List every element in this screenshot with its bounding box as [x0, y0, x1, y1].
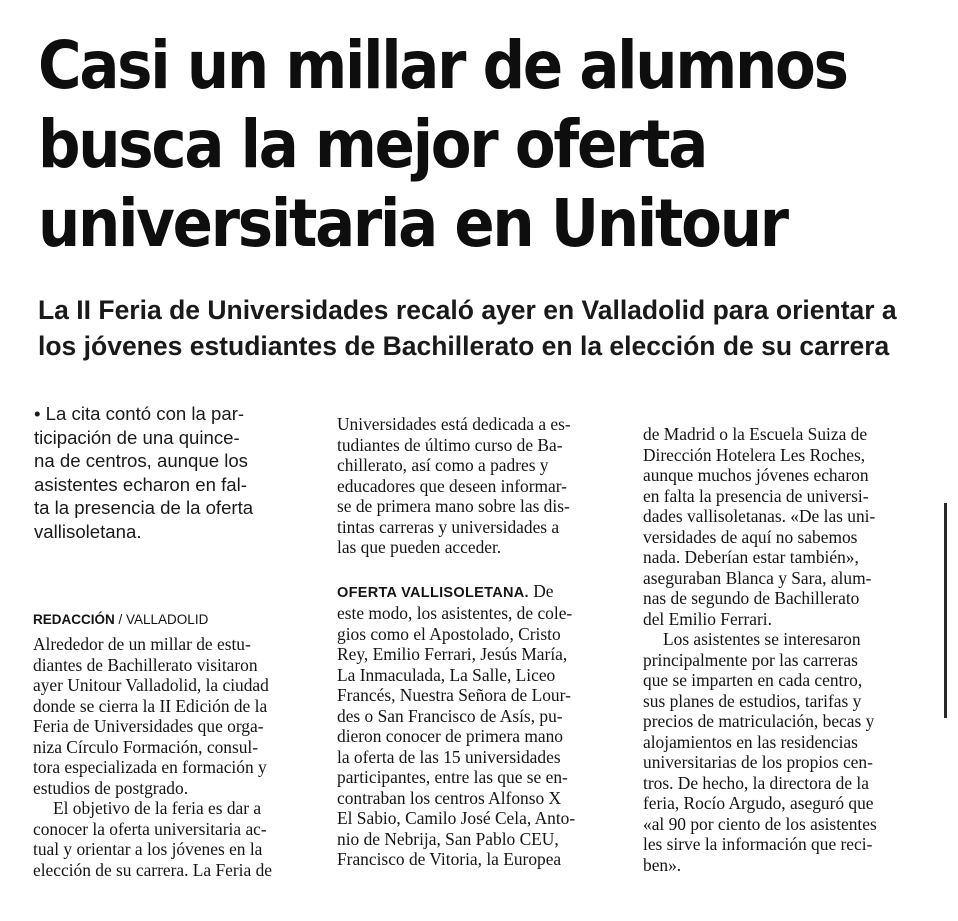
- text-line: que se imparten en cada centro,: [643, 670, 863, 690]
- text-line: Rey, Emilio Ferrari, Jesús María,: [337, 644, 568, 664]
- lead-summary: [34, 402, 324, 543]
- text-line: contraban los centros Alfonso X: [337, 787, 562, 808]
- headline-line: Casi un millar de alumnos: [38, 27, 847, 104]
- page-edge-mark: [944, 503, 947, 718]
- section-head: OFERTA VALLISOLETANA.: [337, 584, 529, 601]
- text-line: este modo, los asistentes, de cole-: [337, 603, 573, 623]
- lead-line: asistentes echaron en fal-: [34, 473, 247, 495]
- text-line: tual y orientar a los jóvenes en la: [33, 839, 263, 859]
- text-line: nada. Deberían estar también»,: [643, 547, 859, 567]
- text-line: Los asistentes se interesaron: [663, 629, 861, 649]
- text-line: participantes, entre las que se en-: [337, 767, 568, 787]
- text-line: Dirección Hotelera Les Roches,: [643, 444, 866, 465]
- headline-line: universitaria en Unitour: [38, 185, 787, 262]
- text-line: del Emilio Ferrari.: [643, 608, 772, 629]
- headline-line: busca la mejor oferta: [38, 106, 707, 183]
- subtitle-line: La II Feria de Universidades recaló ayer en Valladolid para orientar a: [38, 295, 897, 325]
- text-line: La Inmaculada, La Salle, Liceo: [337, 664, 556, 685]
- text-line: dieron conocer de primera mano: [337, 726, 563, 746]
- lead-line: ta la presencia de la oferta: [34, 497, 254, 518]
- text-line: alojamientos en las residencias: [643, 731, 858, 752]
- text-line: gios como el Apostolado, Cristo: [337, 623, 561, 644]
- subtitle-line: los jóvenes estudiantes de Bachillerato en la elección de su carrera: [38, 331, 890, 361]
- text-line: versidades de aquí no sabemos: [643, 526, 858, 547]
- text-line: elección de su carrera. La Feria de: [33, 859, 272, 880]
- article-column-1: [33, 634, 313, 880]
- lead-line: vallisoletana.: [34, 520, 142, 542]
- text-line: educadores que deseen informar-: [337, 475, 567, 496]
- text-line: les sirve la información que reci-: [643, 834, 873, 854]
- text-fragment: De: [528, 580, 554, 601]
- text-line: diantes de Bachillerato visitaron: [33, 654, 258, 675]
- text-line: Universidades está dedicada a es-: [337, 414, 571, 434]
- text-line: El objetivo de la feria es dar a: [53, 798, 262, 818]
- text-line: se de primera mano sobre las dis-: [337, 496, 570, 516]
- text-line: des o San Francisco de Asís, pu-: [337, 705, 563, 726]
- text-line: tros. De hecho, la directora de la: [643, 772, 869, 793]
- byline: [33, 612, 208, 628]
- text-line: conocer la oferta universitaria ac-: [33, 818, 267, 839]
- article-column-2: [337, 414, 622, 870]
- text-line: tintas carreras y universidades a: [337, 516, 560, 537]
- subtitle: [38, 292, 938, 364]
- lead-line: ticipación de una quince-: [34, 426, 240, 448]
- text-line: nio de Nebrija, San Pablo CEU,: [337, 828, 559, 849]
- text-line: estudios de postgrado.: [33, 777, 189, 798]
- text-line: Feria de Universidades que orga-: [33, 716, 264, 736]
- byline-separator: /: [114, 612, 127, 627]
- text-line: nas de segundo de Bachillerato: [643, 588, 860, 608]
- text-line: niza Círculo Formación, consul-: [33, 736, 259, 757]
- text-line: Alrededor de un millar de estu-: [33, 634, 251, 654]
- text-line: precios de matriculación, becas y: [643, 711, 875, 731]
- text-line: tudiantes de último curso de Ba-: [337, 434, 563, 455]
- text-line: «al 90 por ciento de los asistentes: [643, 813, 877, 834]
- text-line: tora especializada en formación y: [33, 757, 267, 777]
- text-line: ben».: [643, 854, 682, 875]
- text-line: aseguraban Blanca y Sara, alum-: [643, 567, 872, 588]
- article-column-3: [643, 424, 933, 875]
- text-line: Francés, Nuestra Señora de Lour-: [337, 685, 571, 705]
- text-line: dades vallisoletanas. «De las uni-: [643, 506, 876, 526]
- headline: [38, 26, 848, 263]
- text-line: las que pueden acceder.: [337, 537, 502, 557]
- byline-author: REDACCIÓN: [33, 612, 115, 627]
- text-line: de Madrid o la Escuela Suiza de: [643, 424, 868, 444]
- text-line: Francisco de Vitoria, la Europea: [337, 849, 562, 869]
- text-line: feria, Rocío Argudo, aseguró que: [643, 793, 874, 813]
- text-line: donde se cierra la II Edición de la: [33, 695, 268, 716]
- text-line: chillerato, así como a padres y: [337, 455, 549, 475]
- text-line: ayer Unitour Valladolid, la ciudad: [33, 675, 269, 695]
- byline-location: VALLADOLID: [126, 612, 209, 627]
- text-line: principalmente por las carreras: [643, 649, 858, 670]
- text-line: la oferta de las 15 universidades: [337, 746, 561, 767]
- section-head-line: [337, 581, 622, 604]
- lead-line: na de centros, aunque los: [34, 450, 248, 471]
- text-line: universitarias de los propios cen-: [643, 752, 873, 772]
- text-line: El Sabio, Camilo José Cela, Anto-: [337, 808, 576, 828]
- lead-line: • La cita contó con la par-: [34, 403, 245, 424]
- text-line: aunque muchos jóvenes echaron: [643, 465, 869, 485]
- text-line: en falta la presencia de universi-: [643, 485, 869, 506]
- text-line: sus planes de estudios, tarifas y: [643, 690, 862, 711]
